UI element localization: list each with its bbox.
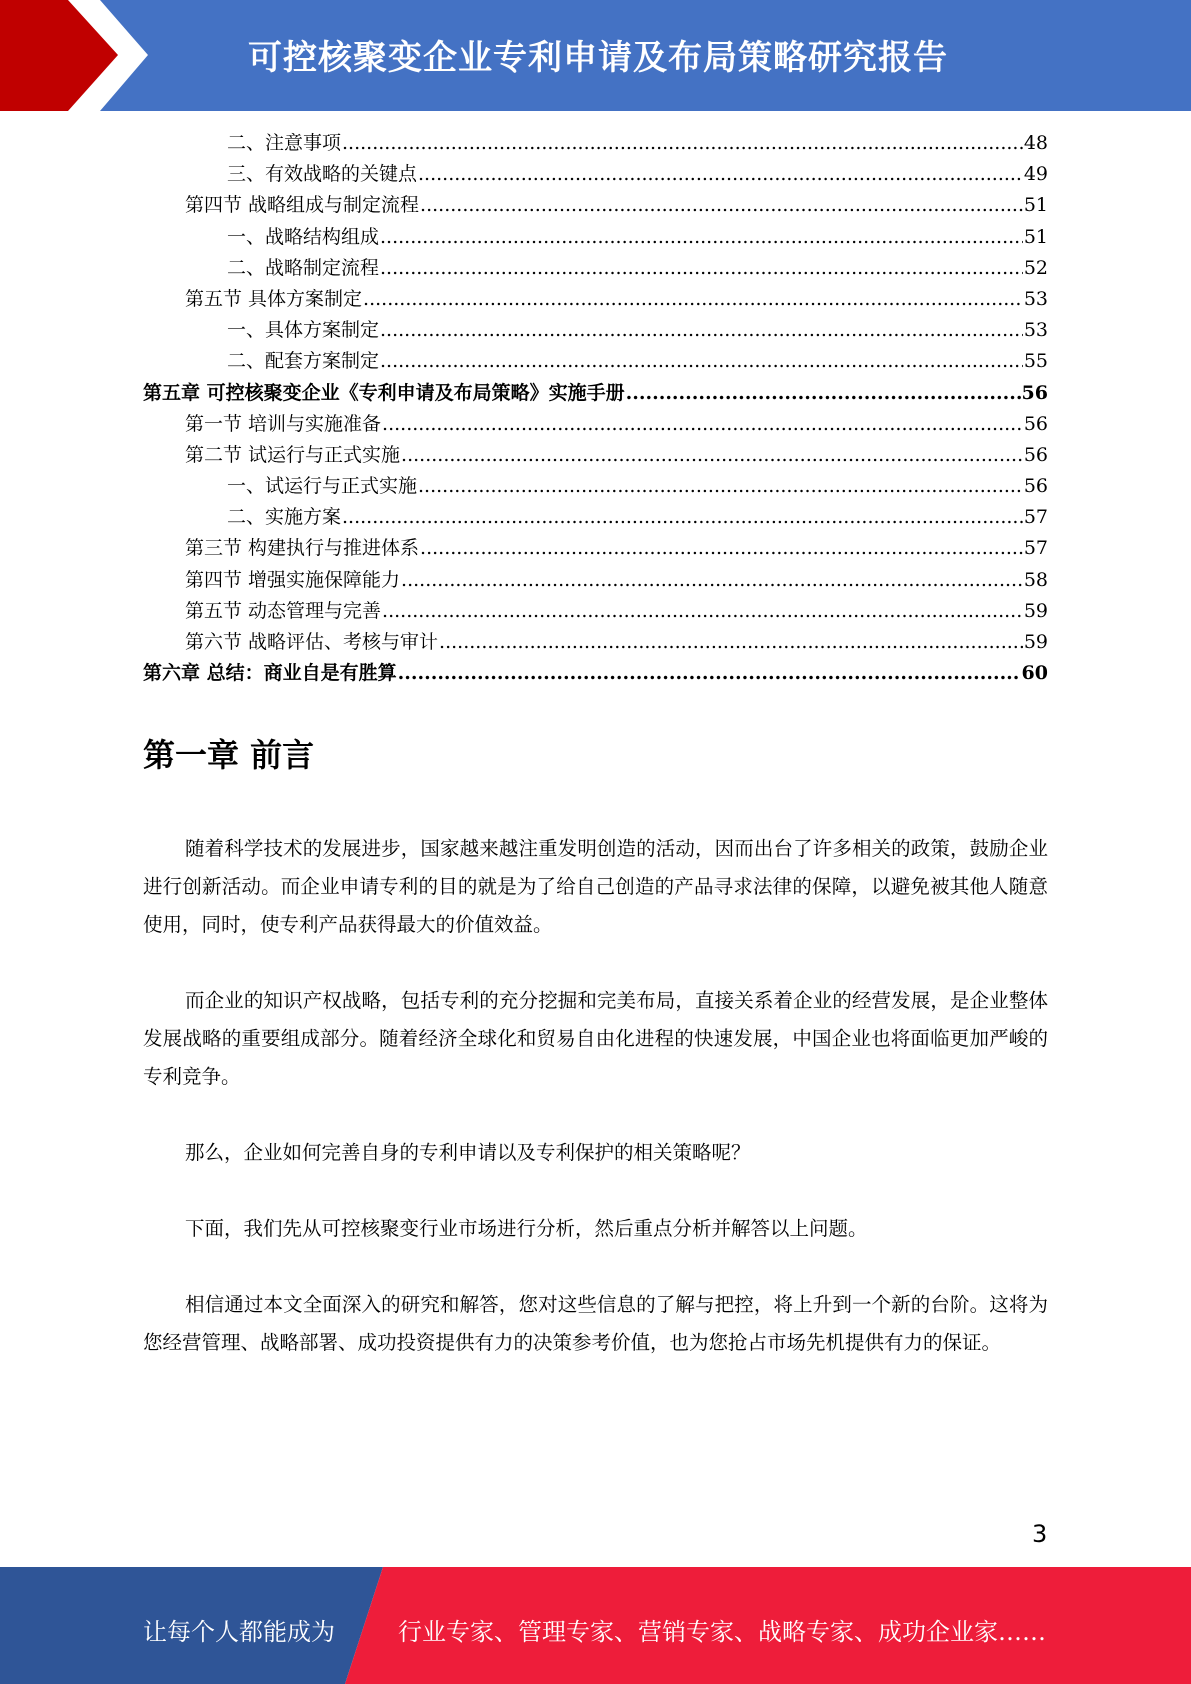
- toc-page-number: 51: [1023, 225, 1048, 248]
- toc-entry[interactable]: [143, 502, 1048, 533]
- toc-page-number: 60: [1021, 662, 1048, 685]
- toc-page-number: 55: [1023, 350, 1048, 373]
- table-of-contents: [143, 128, 1048, 689]
- paragraph: 而企业的知识产权战略，包括专利的充分挖掘和完美布局，直接关系着企业的经营发展，是企业整体发展战略的重要组成部分。随着经济全球化和贸易自由化进程的快速发展，中国企业也将面临更加严峻的专利竞争。: [143, 989, 1048, 1088]
- toc-entry-title: 一、试运行与正式实施: [227, 475, 418, 498]
- toc-page-number: 52: [1023, 256, 1048, 279]
- toc-leader-dots: [382, 596, 1023, 627]
- toc-leader-dots: [626, 378, 1021, 409]
- toc-leader-dots: [380, 315, 1023, 346]
- toc-leader-dots: [380, 346, 1023, 377]
- toc-entry[interactable]: [143, 596, 1048, 627]
- footer-slogan-right: 行业专家、管理专家、营销专家、战略专家、成功企业家……: [398, 1618, 1046, 1646]
- toc-entry[interactable]: [143, 533, 1048, 564]
- paragraph: 随着科学技术的发展进步，国家越来越注重发明创造的活动，因而出台了许多相关的政策，鼓励企业进行创新活动。而企业申请专利的目的就是为了给自己创造的产品寻求法律的保障，以避免被其他人随意使用，同时，使专利产品获得最大的价值效益。: [143, 837, 1048, 936]
- toc-page-number: 53: [1023, 287, 1048, 310]
- toc-entry-title: 二、注意事项: [227, 132, 342, 154]
- toc-page-number: 58: [1023, 568, 1048, 591]
- toc-leader-dots: [398, 658, 1021, 689]
- toc-page-number: 59: [1023, 599, 1048, 622]
- toc-entry[interactable]: [143, 284, 1048, 315]
- toc-leader-dots: [420, 190, 1023, 221]
- toc-entry[interactable]: [143, 253, 1048, 284]
- toc-entry-title: 第五节 具体方案制定: [185, 287, 363, 310]
- toc-page-number: 59: [1023, 631, 1048, 653]
- footer-slogan-left: 让每个人都能成为: [143, 1618, 335, 1646]
- toc-entry[interactable]: [143, 159, 1048, 190]
- toc-leader-dots: [420, 533, 1023, 564]
- toc-entry-title: 二、实施方案: [227, 506, 342, 529]
- toc-entry-title: 第五节 动态管理与完善: [185, 599, 382, 622]
- toc-entry[interactable]: [143, 128, 1048, 159]
- toc-page-number: 56: [1021, 381, 1048, 404]
- toc-leader-dots: [380, 253, 1023, 284]
- toc-leader-dots: [401, 565, 1023, 596]
- toc-entry[interactable]: [143, 658, 1048, 689]
- toc-entry[interactable]: [143, 440, 1048, 471]
- toc-entry[interactable]: [143, 190, 1048, 221]
- toc-entry-title: 二、战略制定流程: [227, 256, 380, 279]
- toc-entry[interactable]: [143, 627, 1048, 658]
- toc-leader-dots: [401, 440, 1023, 471]
- toc-leader-dots: [418, 159, 1023, 190]
- toc-page-number: 48: [1023, 132, 1048, 154]
- toc-entry-title: 第三节 构建执行与推进体系: [185, 537, 420, 560]
- toc-entry[interactable]: [143, 565, 1048, 596]
- toc-entry[interactable]: [143, 346, 1048, 377]
- toc-entry[interactable]: [143, 222, 1048, 253]
- toc-page-number: 56: [1023, 443, 1048, 466]
- toc-leader-dots: [342, 502, 1023, 533]
- toc-leader-dots: [418, 471, 1023, 502]
- report-title: 可控核聚变企业专利申请及布局策略研究报告: [248, 38, 948, 78]
- toc-page-number: 49: [1023, 163, 1048, 186]
- toc-page-number: 56: [1023, 412, 1048, 435]
- toc-entry-title: 第四节 增强实施保障能力: [185, 568, 401, 591]
- toc-page-number: 53: [1023, 319, 1048, 342]
- toc-page-number: 56: [1023, 475, 1048, 498]
- chapter-heading: 第一章 前言: [143, 736, 315, 774]
- toc-entry-title: 第五章 可控核聚变企业《专利申请及布局策略》实施手册: [143, 381, 625, 404]
- toc-entry-title: 二、配套方案制定: [227, 350, 380, 373]
- footer-banner: [0, 1567, 1191, 1684]
- header-banner: [0, 0, 1191, 111]
- toc-page-number: 57: [1023, 537, 1048, 560]
- toc-entry-title: 第六节 战略评估、考核与审计: [185, 631, 439, 653]
- body-text: [143, 830, 1048, 1400]
- toc-entry-title: 一、具体方案制定: [227, 319, 380, 342]
- toc-entry[interactable]: [143, 409, 1048, 440]
- toc-entry-title: 第一节 培训与实施准备: [185, 412, 382, 435]
- toc-entry-title: 第四节 战略组成与制定流程: [185, 194, 420, 217]
- toc-entry[interactable]: [143, 315, 1048, 346]
- toc-leader-dots: [380, 222, 1023, 253]
- toc-entry-title: 一、战略结构组成: [227, 225, 380, 248]
- toc-leader-dots: [439, 627, 1023, 658]
- toc-page-number: 51: [1023, 194, 1048, 217]
- paragraph: 下面，我们先从可控核聚变行业市场进行分析，然后重点分析并解答以上问题。: [185, 1217, 868, 1240]
- paragraph: 那么，企业如何完善自身的专利申请以及专利保护的相关策略呢？: [185, 1141, 751, 1164]
- toc-leader-dots: [342, 128, 1023, 159]
- toc-entry-title: 三、有效战略的关键点: [227, 163, 418, 186]
- toc-leader-dots: [363, 284, 1023, 315]
- toc-entry-title: 第二节 试运行与正式实施: [185, 443, 401, 466]
- toc-entry[interactable]: [143, 471, 1048, 502]
- page-number: 3: [1032, 1520, 1048, 1548]
- toc-page-number: 57: [1023, 506, 1048, 529]
- paragraph: 相信通过本文全面深入的研究和解答，您对这些信息的了解与把控，将上升到一个新的台阶。这将为您经营管理、战略部署、成功投资提供有力的决策参考价值，也为您抢占市场先机提供有力的保证。: [143, 1293, 1048, 1354]
- toc-leader-dots: [382, 409, 1023, 440]
- toc-entry-title: 第六章 总结：商业自是有胜算: [143, 662, 397, 685]
- toc-entry[interactable]: [143, 378, 1048, 409]
